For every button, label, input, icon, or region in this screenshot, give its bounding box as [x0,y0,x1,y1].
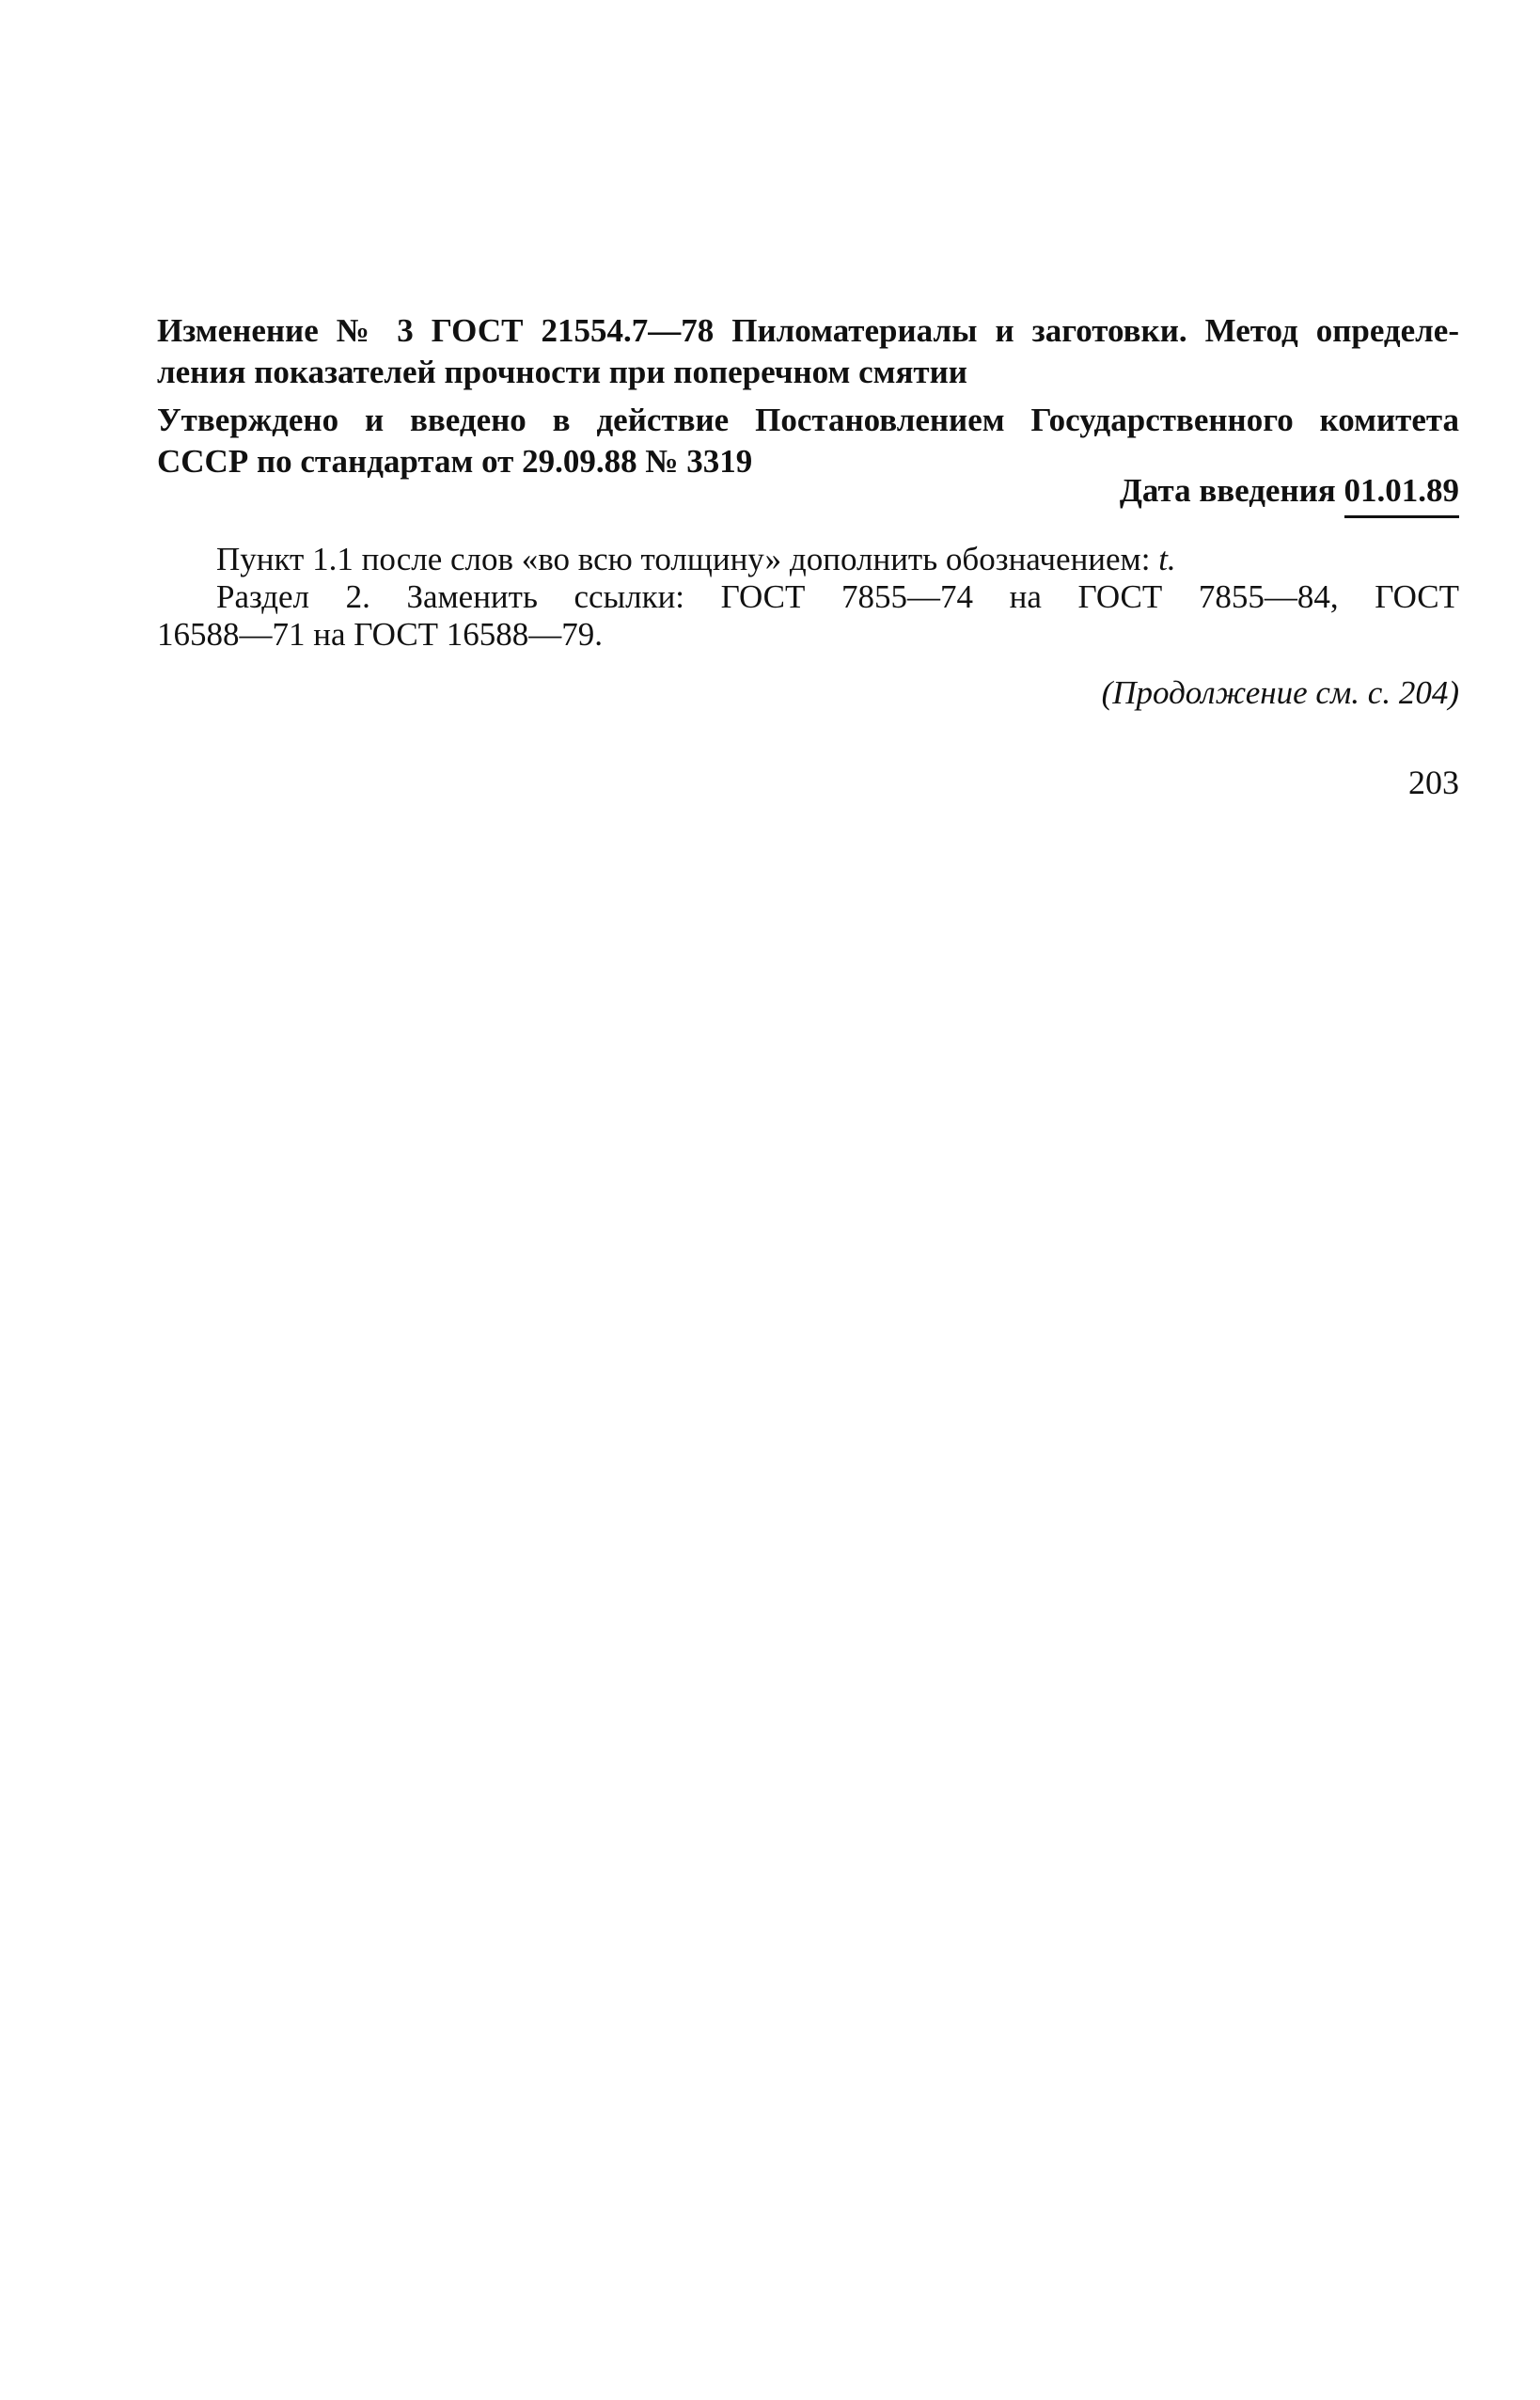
effective-date-label: Дата введения [1119,472,1336,509]
heading-line-2: ления показателей прочности при поперечном смятии [157,354,967,390]
effective-date-value: 01.01.89 [1344,470,1460,518]
effective-date [1120,470,1459,518]
paragraph-2-line-1: Раздел 2. Заменить ссылки: ГОСТ 7855—74 на ГОСТ 7855—84, ГОСТ [216,578,1459,615]
approval-line-1: Утверждено и введено в действие Постановлением Государственного комитета [157,402,1459,438]
amendment-heading [157,310,1459,393]
amendment-body [157,541,1459,654]
continuation-note: (Продолжение см. с. 204) [1101,674,1459,711]
approval-line-2: СССР по стандартам от 29.09.88 № 3319 [157,443,753,480]
paragraph-1-symbol: t. [1158,541,1176,577]
page-number: 203 [1408,764,1459,801]
paragraph-1 [157,541,1459,578]
paragraph-1-text: Пункт 1.1 после слов «во всю толщину» дополнить обозначением: [216,541,1159,577]
paragraph-2-line-2: 16588—71 на ГОСТ 16588—79. [157,616,604,653]
heading-line-1: Изменение № 3 ГОСТ 21554.7—78 Пиломатериалы и заготовки. Метод определе- [157,312,1459,349]
